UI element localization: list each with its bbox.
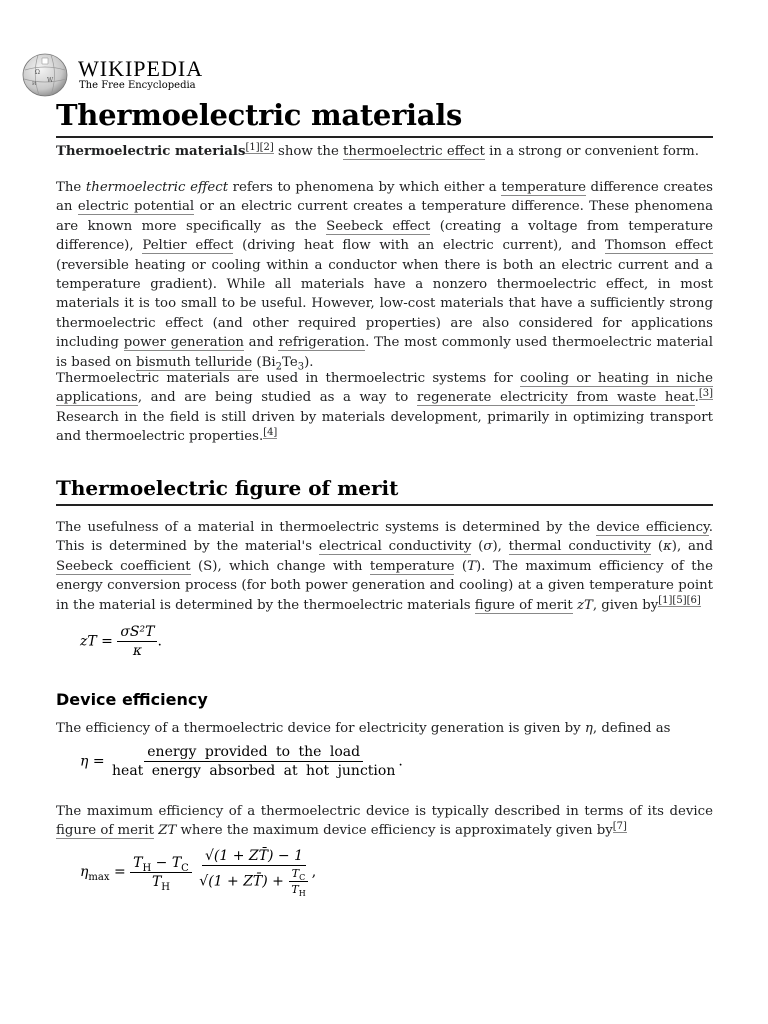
math-T: T bbox=[467, 558, 476, 574]
formula-fraction-1 bbox=[130, 854, 192, 893]
subscript: 2 bbox=[275, 361, 282, 373]
link-peltier-effect[interactable]: Peltier effect bbox=[142, 238, 234, 254]
ref-link-7[interactable]: [7] bbox=[612, 820, 627, 832]
text: Thermoelectric materials are used in thermoelectric systems for bbox=[56, 371, 520, 386]
paragraph-thermoelectric-effect bbox=[56, 178, 713, 372]
formula-equals: = bbox=[113, 864, 126, 880]
paragraph-efficiency-definition bbox=[56, 719, 713, 738]
text: show the bbox=[273, 144, 344, 159]
formula-denominator: κ bbox=[132, 643, 142, 659]
ref-link-1[interactable]: [1] bbox=[245, 141, 260, 153]
link-temperature[interactable]: temperature bbox=[501, 180, 586, 195]
text: (S), which change with bbox=[190, 558, 370, 574]
text: , given by bbox=[592, 597, 659, 613]
text: and bbox=[243, 335, 279, 351]
text: refers to phenomena by which either a bbox=[228, 180, 502, 195]
formula-numerator: σS²T bbox=[117, 624, 157, 642]
link-power-generation[interactable]: power generation bbox=[123, 335, 244, 351]
brand-name: WIKIPEDIA bbox=[78, 56, 204, 81]
page-title: Thermoelectric materials bbox=[56, 98, 713, 138]
text: (Bi bbox=[252, 354, 276, 370]
puzzle-globe-icon bbox=[20, 52, 70, 98]
subscript: C bbox=[299, 873, 306, 883]
formula-numerator-1 bbox=[130, 855, 192, 873]
text: ( bbox=[454, 558, 468, 574]
text: where the maximum device efficiency is approximately given by bbox=[176, 823, 613, 839]
formula-lhs: η = bbox=[80, 753, 105, 770]
link-thermal-conductivity[interactable]: thermal conductivity bbox=[508, 539, 652, 555]
math-minus-T: − T bbox=[151, 854, 182, 871]
small-den bbox=[288, 882, 308, 899]
text: or an electric current creates a temperature difference. These phenomena are known more specifically as the bbox=[56, 199, 714, 234]
formula-numerator-2: √(1 + ZT̄) − 1 bbox=[202, 848, 306, 866]
link-temperature-2[interactable]: temperature bbox=[369, 558, 455, 574]
small-num bbox=[289, 867, 308, 882]
formula-fraction bbox=[109, 744, 398, 779]
text: . bbox=[694, 390, 699, 406]
text: The maximum efficiency of a thermoelectric device is typically described in terms of its device bbox=[56, 804, 713, 819]
link-thermoelectric-effect[interactable]: thermoelectric effect bbox=[343, 144, 485, 159]
formula-numerator: energy provided to the load bbox=[144, 744, 363, 762]
math-T: T bbox=[133, 854, 143, 871]
link-thomson-effect[interactable]: Thomson effect bbox=[604, 238, 714, 254]
ref-link-3[interactable]: [3] bbox=[698, 387, 714, 399]
subscript: H bbox=[298, 889, 306, 899]
link-figure-of-merit[interactable]: figure of merit bbox=[474, 597, 573, 613]
formula-end: , bbox=[311, 864, 317, 880]
link-seebeck-effect[interactable]: Seebeck effect bbox=[326, 218, 431, 234]
formula-fraction-2 bbox=[196, 848, 311, 899]
subscript: 3 bbox=[297, 361, 305, 373]
svg-text:И: И bbox=[32, 81, 37, 87]
text: . This is determined by the material's bbox=[56, 520, 713, 555]
text: Te bbox=[281, 354, 298, 370]
formula-eta-max bbox=[80, 848, 317, 899]
text: ). bbox=[304, 354, 314, 370]
subscript: C bbox=[181, 862, 189, 874]
formula-denominator: heat energy absorbed at hot junction bbox=[112, 763, 396, 779]
math-T: T bbox=[151, 873, 162, 890]
lead-bold-term: Thermoelectric materials bbox=[56, 144, 246, 159]
formula-end: . bbox=[398, 753, 403, 770]
text: ), and bbox=[671, 539, 713, 555]
subsection-heading-device-efficiency: Device efficiency bbox=[56, 690, 208, 709]
subscript: H bbox=[161, 881, 171, 893]
text: , and are being studied as a way to bbox=[137, 390, 417, 406]
link-device-efficiency[interactable]: device efficiency bbox=[596, 520, 709, 535]
brand-tagline: The Free Encyclopedia bbox=[79, 80, 196, 91]
paragraph-figure-of-merit bbox=[56, 518, 713, 615]
formula-denominator-1 bbox=[149, 873, 173, 893]
ref-link-4[interactable]: [4] bbox=[263, 426, 278, 438]
lead-paragraph bbox=[56, 142, 713, 161]
text: . The most commonly used thermoelectric material is based on bbox=[56, 335, 713, 370]
math-eta: η bbox=[584, 721, 593, 736]
formula-eta bbox=[80, 744, 403, 779]
math-kappa: κ bbox=[663, 539, 672, 555]
text: The bbox=[56, 180, 86, 195]
ref-link-2[interactable]: [2] bbox=[259, 141, 274, 153]
emphasis: thermoelectric effect bbox=[85, 180, 229, 195]
text: ( bbox=[651, 539, 664, 555]
formula-fraction bbox=[117, 624, 157, 659]
svg-text:Ω: Ω bbox=[35, 69, 40, 76]
text: (driving heat flow with an electric current), and bbox=[233, 238, 605, 254]
wikipedia-logo[interactable] bbox=[20, 52, 270, 98]
text: (reversible heating or cooling within a conductor when there is both an electric current and a temperature gradient). While all materials have a nonzero thermoelectric effect, in most materials it is too small to be useful. However, low-cost materials that have a sufficiently strong thermoelectric effect (and other required properties) are also considered for applications including bbox=[56, 257, 713, 351]
text: (creating a voltage from temperature difference), bbox=[56, 218, 713, 254]
link-electric-potential[interactable]: electric potential bbox=[77, 199, 195, 215]
text: ( bbox=[471, 539, 484, 555]
section-heading-figure-of-merit: Thermoelectric figure of merit bbox=[56, 476, 713, 506]
math-T: T bbox=[291, 883, 299, 896]
text: , defined as bbox=[592, 721, 671, 736]
text: in a strong or convenient form. bbox=[484, 144, 700, 159]
formula-lhs: η bbox=[80, 864, 89, 880]
math-ZT: ZT bbox=[158, 823, 177, 839]
link-seebeck-coefficient[interactable]: Seebeck coefficient bbox=[56, 558, 191, 574]
link-figure-of-merit-2[interactable]: figure of merit bbox=[56, 823, 154, 839]
text: difference creates an bbox=[56, 180, 713, 215]
svg-text:W: W bbox=[47, 77, 54, 84]
text: ), bbox=[492, 539, 509, 555]
link-cooling-heating[interactable]: cooling or heating in niche applications bbox=[56, 371, 713, 406]
subscript: H bbox=[142, 862, 152, 874]
link-waste-heat[interactable]: regenerate electricity from waste heat bbox=[416, 390, 695, 406]
text: The efficiency of a thermoelectric device for electricity generation is given by bbox=[56, 721, 585, 736]
formula-zt bbox=[80, 624, 162, 659]
formula-lhs: zT = bbox=[80, 633, 113, 650]
link-refrigeration[interactable]: refrigeration bbox=[278, 335, 366, 351]
formula-lhs-sub: max bbox=[88, 871, 110, 883]
link-bismuth-telluride[interactable]: bismuth telluride bbox=[135, 354, 253, 370]
math-T: T bbox=[291, 867, 300, 880]
text: The usefulness of a material in thermoelectric systems is determined by the bbox=[56, 520, 597, 535]
formula-denominator-2 bbox=[196, 866, 311, 899]
paragraph-applications bbox=[56, 369, 713, 447]
link-electrical-conductivity[interactable]: electrical conductivity bbox=[318, 539, 472, 555]
text: Research in the field is still driven by materials development, primarily in optimizing transport and thermoelectric properties. bbox=[56, 409, 713, 445]
formula-small-fraction bbox=[288, 867, 308, 899]
paragraph-max-efficiency bbox=[56, 802, 713, 841]
math-zT: zT bbox=[576, 597, 593, 613]
math-sigma: σ bbox=[483, 539, 493, 555]
ref-links-1-5-6[interactable]: [1][5][6] bbox=[658, 595, 701, 607]
math-sqrt-term: √(1 + ZT̄) + bbox=[199, 873, 284, 890]
formula-end: . bbox=[157, 633, 162, 650]
text: ). The maximum efficiency of the energy conversion process (for both power generation and cooling) at a given temperature point in the material is determined by the thermoelectric materials bbox=[56, 558, 713, 613]
